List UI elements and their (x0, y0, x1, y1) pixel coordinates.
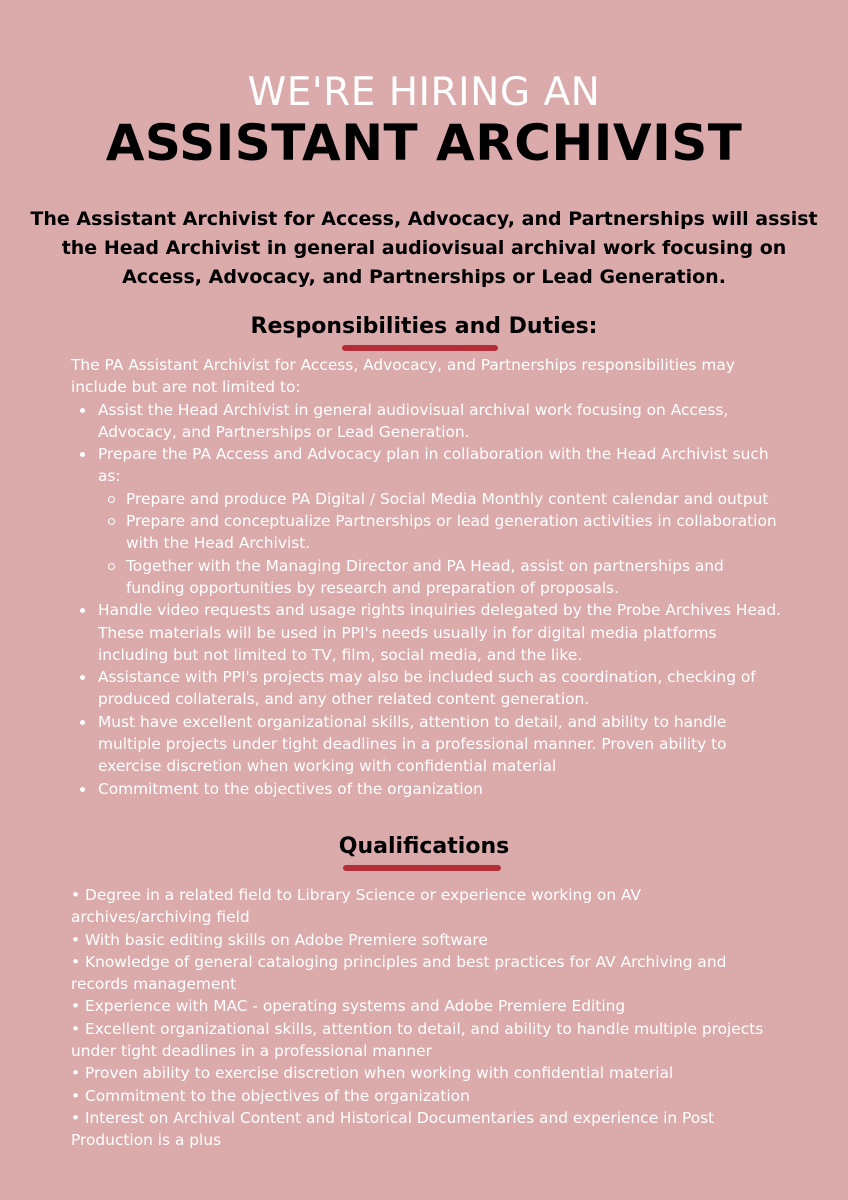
list-item (71, 399, 786, 444)
responsibilities-lead: The PA Assistant Archivist for Access, Advocacy, and Partnerships responsibilities may include but are not limited to: (71, 356, 735, 397)
qualification-item: • With basic editing skills on Adobe Premiere software (71, 930, 488, 949)
list-item (71, 599, 786, 666)
sub-list-item-text: Prepare and produce PA Digital / Social Media Monthly content calendar and output (126, 489, 769, 508)
sub-list-item (98, 510, 786, 555)
list-item-text: Must have excellent organizational skills, attention to detail, and ability to handle multiple projects under tight deadlines in a professional manner. Proven ability to exercise discretion when working with confidential material (98, 712, 727, 776)
heading-underline (342, 345, 498, 351)
list-item-text: Assistance with PPI's projects may also be included such as coordination, checking of produced collaterals, and any other related content generation. (98, 668, 756, 709)
list-item-text: Handle video requests and usage rights inquiries delegated by the Probe Archives Head. These materials will be used in PPI's needs usually in for digital media platforms including but not limited to TV, film, social media, and the like. (98, 601, 782, 664)
responsibilities-heading-text: Responsibilities and Duties: (250, 314, 598, 339)
responsibilities-heading (0, 314, 848, 339)
qualification-item: • Degree in a related field to Library Science or experience working on AV archives/archiving field (71, 886, 642, 927)
list-item-text: Prepare the PA Access and Advocacy plan in collaboration with the Head Archivist such as: (98, 445, 769, 486)
qualification-item: • Interest on Archival Content and Historical Documentaries and experience in Post Production is a plus (71, 1108, 715, 1150)
list-item-text: Assist the Head Archivist in general audiovisual archival work focusing on Access, Advocacy, and Partnerships or Lead Generation. (98, 400, 729, 441)
sub-list (98, 488, 786, 599)
list-item (71, 443, 786, 599)
qualification-item: • Commitment to the objectives of the organization (71, 1086, 470, 1105)
hiring-line: WE'RE HIRING AN (247, 70, 601, 115)
qualification-item: • Experience with MAC - operating systems and Adobe Premiere Editing (71, 997, 626, 1016)
list-item (71, 711, 786, 778)
qualification-item: • Proven ability to exercise discretion when working with confidential material (71, 1064, 674, 1083)
position-title: ASSISTANT ARCHIVIST (105, 114, 743, 172)
qualifications-heading (0, 834, 848, 859)
heading-underline (343, 865, 501, 871)
qualification-item: • Knowledge of general cataloging principles and best practices for AV Archiving and records management (71, 952, 727, 994)
qualifications-heading-text: Qualifications (338, 834, 510, 859)
sub-list-item (98, 555, 786, 600)
list-item (71, 666, 786, 711)
responsibilities-list (71, 399, 786, 800)
sub-list-item (98, 488, 786, 510)
sub-list-item-text: Together with the Managing Director and PA Head, assist on partnerships and funding opportunities by research and preparation of proposals. (126, 556, 724, 597)
intro-paragraph: The Assistant Archivist for Access, Advocacy, and Partnerships will assist the Head Archivist in general audiovisual archival work focusing on Access, Advocacy, and Partnerships or Lead Generation. (30, 208, 818, 288)
qualifications-body (71, 884, 786, 1152)
list-item-text: Commitment to the objectives of the organization (98, 779, 483, 798)
sub-list-item-text: Prepare and conceptualize Partnerships or lead generation activities in collaboration with the Head Archivist. (126, 512, 777, 553)
qualification-item: • Excellent organizational skills, attention to detail, and ability to handle multiple projects under tight deadlines in a professional manner (71, 1019, 764, 1061)
list-item (71, 778, 786, 800)
responsibilities-body (71, 354, 786, 800)
